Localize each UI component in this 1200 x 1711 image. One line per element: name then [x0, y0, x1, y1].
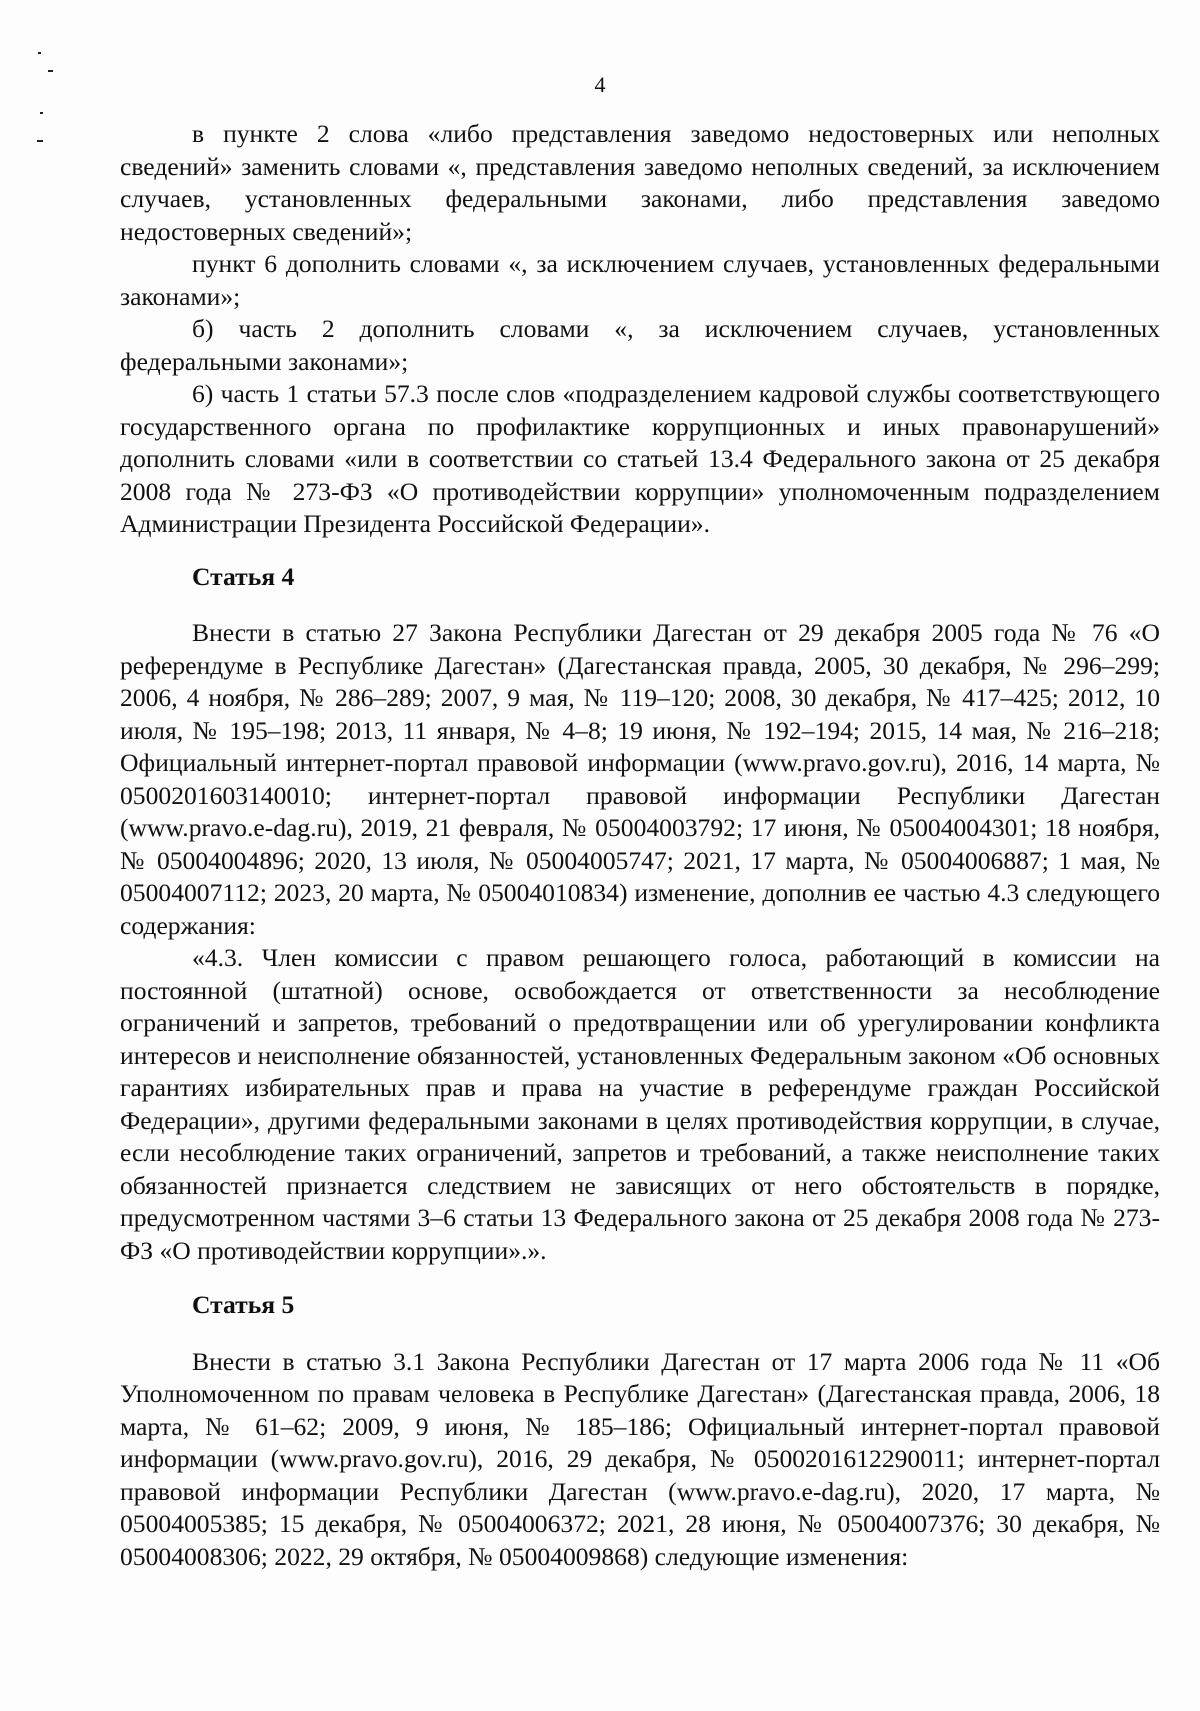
- paragraph: Внести в статью 3.1 Закона Республики Дагестан от 17 марта 2006 года № 11 «Об Уполномоченном по правам человека в Республике Дагестан» (Дагестанская правда, 2006, 18 марта, № 61–62; 2009, 9 июня, № 185–186; Официальный интернет-портал правовой информации (www.pravo.gov.ru), 2016, 29 декабря, № 0500201612290011; интернет-портал правовой информации Республики Дагестан (www.pravo.e-dag.ru), 2020, 17 марта, № 05004005385; 15 декабря, № 05004006372; 2021, 28 июня, № 05004007376; 30 декабря, № 05004008306; 2022, 29 октября, № 05004009868) следующие изменения:: [120, 1346, 1160, 1571]
- page-number: 4: [594, 72, 606, 97]
- scan-mark: [37, 140, 43, 142]
- paragraph: «4.3. Член комиссии с правом решающего голоса, работающий в комиссии на постоянной (штатной) основе, освобождается от ответственности за несоблюдение ограничений и запретов, требований о предотвращении или об урегулировании конфликта интересов и неисполнение обязанностей, установленных Федеральным законом «Об основных гарантиях избирательных прав и права на участие в референдуме граждан Российской Федерации», другими федеральными законами в целях противодействия коррупции, в случае, если несоблюдение таких ограничений, запретов и требований, а также неисполнение таких обязанностей признается следствием не зависящих от него обстоятельств в порядке, предусмотренном частями 3–6 статьи 13 Федерального закона от 25 декабря 2008 года № 273-ФЗ «О противодействии коррупции».».: [120, 943, 1160, 1265]
- paragraph: пункт 6 дополнить словами «, за исключением случаев, установленных федеральными законами»;: [120, 249, 1160, 311]
- article-heading: Статья 5: [192, 1290, 295, 1319]
- paragraph: в пункте 2 слова «либо представления заведомо недостоверных или неполных сведений» заменить словами «, представления заведомо неполных сведений, за исключением случаев, установленных федеральными законами, либо представления заведомо недостоверных сведений»;: [120, 119, 1160, 246]
- paragraph: Внести в статью 27 Закона Республики Дагестан от 29 декабря 2005 года № 76 «О референдуме в Республике Дагестан» (Дагестанская правда, 2005, 30 декабря, № 296–299; 2006, 4 ноября, № 286–289; 2007, 9 мая, № 119–120; 2008, 30 декабря, № 417–425; 2012, 10 июля, № 195–198; 2013, 11 января, № 4–8; 19 июня, № 192–194; 2015, 14 мая, № 216–218; Официальный интернет-портал правовой информации (www.pravo.gov.ru), 2016, 14 марта, № 0500201603140010; интернет-портал правовой информации Республики Дагестан (www.pravo.e-dag.ru), 2019, 21 февраля, № 05004003792; 17 июня, № 05004004301; 18 ноября, № 05004004896; 2020, 13 июля, № 05004005747; 2021, 17 марта, № 05004006887; 1 мая, № 05004007112; 2023, 20 марта, № 05004010834) изменение, дополнив ее частью 4.3 следующего содержания:: [120, 618, 1160, 940]
- scan-mark: [40, 112, 43, 114]
- paragraph: 6) часть 1 статьи 57.3 после слов «подразделением кадровой службы соответствующего государственного органа по профилактике коррупционных и иных правонарушений» дополнить словами «или в соответствии со статьей 13.4 Федерального закона от 25 декабря 2008 года № 273-ФЗ «О противодействии коррупции» уполномоченным подразделением Администрации Президента Российской Федерации».: [120, 379, 1160, 538]
- paragraph: б) часть 2 дополнить словами «, за исключением случаев, установленных федеральными законами»;: [120, 314, 1160, 376]
- scan-mark: [38, 52, 41, 54]
- document-body: [120, 118, 1160, 1573]
- article-heading: Статья 4: [192, 561, 295, 591]
